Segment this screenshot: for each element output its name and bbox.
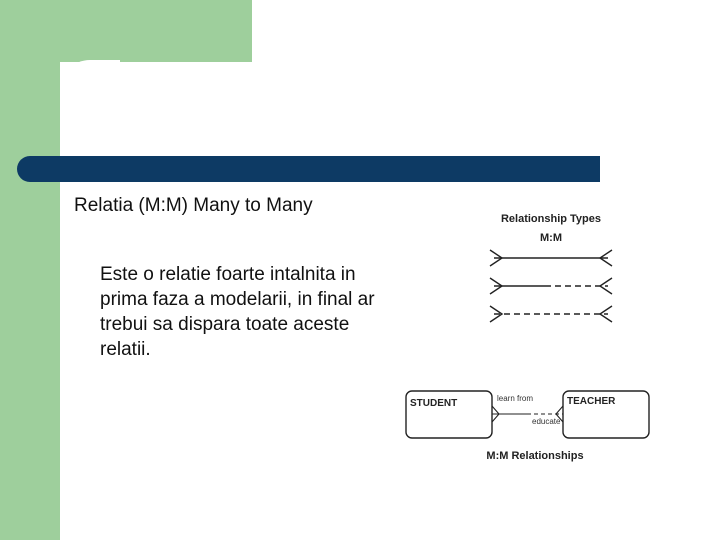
mm-solid-line	[490, 250, 612, 266]
figure-title: Relationship Types	[500, 213, 602, 225]
rel-top-label: learn from	[497, 394, 534, 403]
teacher-label: TEACHER	[567, 396, 616, 407]
rel-bottom-label: educate	[532, 417, 561, 426]
slide-body: Este o relatie foarte intalnita in prima faza a modelarii, in final ar trebui sa dispara toate aceste relatii.	[100, 264, 375, 360]
student-label: STUDENT	[410, 398, 458, 409]
mm-dashed-line	[490, 306, 612, 322]
figure-subtitle: M:M	[540, 232, 562, 244]
slide-heading: Relatia (M:M) Many to Many	[74, 195, 313, 216]
figure-caption: M:M Relationships	[486, 450, 584, 462]
mm-mixed-line	[490, 278, 612, 294]
